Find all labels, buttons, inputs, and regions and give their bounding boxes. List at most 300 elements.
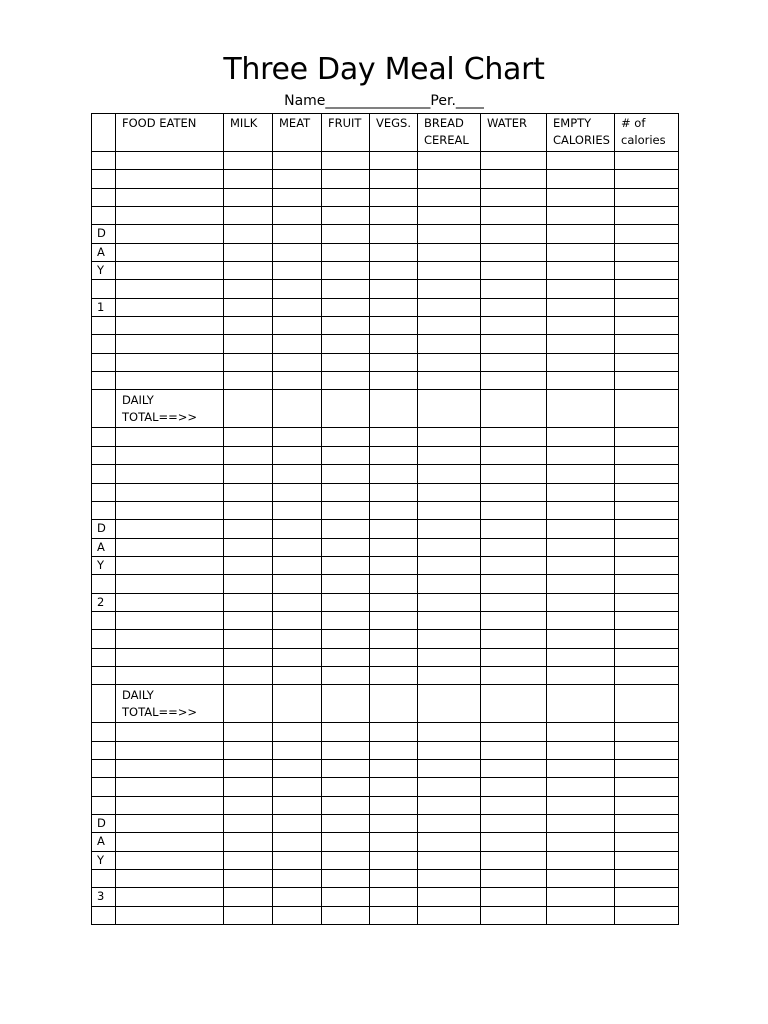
entry-cell[interactable] bbox=[273, 152, 322, 170]
entry-cell[interactable] bbox=[273, 538, 322, 556]
entry-cell[interactable] bbox=[418, 372, 481, 390]
entry-cell[interactable] bbox=[224, 906, 273, 924]
entry-cell[interactable] bbox=[547, 520, 615, 538]
entry-cell[interactable] bbox=[273, 207, 322, 225]
entry-cell[interactable] bbox=[273, 851, 322, 869]
entry-cell[interactable] bbox=[273, 280, 322, 298]
entry-cell[interactable] bbox=[481, 796, 547, 814]
entry-cell[interactable] bbox=[615, 778, 679, 796]
entry-cell[interactable] bbox=[370, 741, 418, 759]
entry-cell[interactable] bbox=[116, 170, 224, 188]
entry-cell[interactable] bbox=[273, 262, 322, 280]
entry-cell[interactable] bbox=[370, 556, 418, 574]
entry-cell[interactable] bbox=[116, 741, 224, 759]
entry-cell[interactable] bbox=[116, 353, 224, 371]
entry-cell[interactable] bbox=[224, 501, 273, 519]
entry-cell[interactable] bbox=[322, 298, 370, 316]
entry-cell[interactable] bbox=[224, 723, 273, 741]
entry-cell[interactable] bbox=[481, 372, 547, 390]
entry-cell[interactable] bbox=[547, 759, 615, 777]
entry-cell[interactable] bbox=[322, 428, 370, 446]
entry-cell[interactable] bbox=[615, 428, 679, 446]
entry-cell[interactable] bbox=[273, 170, 322, 188]
entry-cell[interactable] bbox=[116, 833, 224, 851]
entry-cell[interactable] bbox=[116, 262, 224, 280]
entry-cell[interactable] bbox=[370, 870, 418, 888]
entry-cell[interactable] bbox=[322, 465, 370, 483]
entry-cell[interactable] bbox=[418, 152, 481, 170]
entry-cell[interactable] bbox=[322, 723, 370, 741]
entry-cell[interactable] bbox=[322, 888, 370, 906]
entry-cell[interactable] bbox=[116, 298, 224, 316]
entry-cell[interactable] bbox=[547, 906, 615, 924]
entry-cell[interactable] bbox=[481, 851, 547, 869]
entry-cell[interactable] bbox=[418, 630, 481, 648]
entry-cell[interactable] bbox=[224, 372, 273, 390]
entry-cell[interactable] bbox=[481, 170, 547, 188]
entry-cell[interactable] bbox=[322, 501, 370, 519]
entry-cell[interactable] bbox=[116, 538, 224, 556]
entry-cell[interactable] bbox=[615, 906, 679, 924]
entry-cell[interactable] bbox=[547, 796, 615, 814]
entry-cell[interactable] bbox=[273, 593, 322, 611]
entry-cell[interactable] bbox=[481, 353, 547, 371]
entry-cell[interactable] bbox=[481, 833, 547, 851]
entry-cell[interactable] bbox=[481, 335, 547, 353]
entry-cell[interactable] bbox=[418, 538, 481, 556]
entry-cell[interactable] bbox=[547, 428, 615, 446]
entry-cell[interactable] bbox=[418, 207, 481, 225]
entry-cell[interactable] bbox=[615, 353, 679, 371]
entry-cell[interactable] bbox=[418, 611, 481, 629]
entry-cell[interactable] bbox=[370, 262, 418, 280]
entry-cell[interactable] bbox=[370, 298, 418, 316]
entry-cell[interactable] bbox=[547, 723, 615, 741]
entry-cell[interactable] bbox=[224, 759, 273, 777]
entry-cell[interactable] bbox=[116, 593, 224, 611]
entry-cell[interactable] bbox=[116, 723, 224, 741]
entry-cell[interactable] bbox=[322, 372, 370, 390]
entry-cell[interactable] bbox=[418, 723, 481, 741]
entry-cell[interactable] bbox=[615, 465, 679, 483]
entry-cell[interactable] bbox=[418, 225, 481, 243]
entry-cell[interactable] bbox=[547, 666, 615, 684]
entry-cell[interactable] bbox=[615, 759, 679, 777]
entry-cell[interactable] bbox=[224, 353, 273, 371]
entry-cell[interactable] bbox=[370, 906, 418, 924]
entry-cell[interactable] bbox=[322, 759, 370, 777]
entry-cell[interactable] bbox=[322, 778, 370, 796]
entry-cell[interactable] bbox=[322, 243, 370, 261]
entry-cell[interactable] bbox=[322, 152, 370, 170]
total-cell[interactable] bbox=[615, 390, 679, 428]
entry-cell[interactable] bbox=[273, 870, 322, 888]
entry-cell[interactable] bbox=[370, 723, 418, 741]
entry-cell[interactable] bbox=[116, 666, 224, 684]
entry-cell[interactable] bbox=[273, 353, 322, 371]
total-cell[interactable] bbox=[418, 390, 481, 428]
entry-cell[interactable] bbox=[273, 906, 322, 924]
entry-cell[interactable] bbox=[481, 648, 547, 666]
entry-cell[interactable] bbox=[273, 225, 322, 243]
entry-cell[interactable] bbox=[322, 741, 370, 759]
entry-cell[interactable] bbox=[116, 870, 224, 888]
total-cell[interactable] bbox=[370, 685, 418, 723]
entry-cell[interactable] bbox=[116, 428, 224, 446]
entry-cell[interactable] bbox=[547, 648, 615, 666]
entry-cell[interactable] bbox=[370, 575, 418, 593]
entry-cell[interactable] bbox=[615, 888, 679, 906]
entry-cell[interactable] bbox=[481, 723, 547, 741]
entry-cell[interactable] bbox=[615, 538, 679, 556]
entry-cell[interactable] bbox=[370, 317, 418, 335]
entry-cell[interactable] bbox=[418, 501, 481, 519]
entry-cell[interactable] bbox=[418, 262, 481, 280]
entry-cell[interactable] bbox=[481, 778, 547, 796]
entry-cell[interactable] bbox=[615, 630, 679, 648]
entry-cell[interactable] bbox=[370, 630, 418, 648]
entry-cell[interactable] bbox=[273, 446, 322, 464]
total-cell[interactable] bbox=[481, 390, 547, 428]
entry-cell[interactable] bbox=[547, 298, 615, 316]
entry-cell[interactable] bbox=[322, 833, 370, 851]
entry-cell[interactable] bbox=[224, 520, 273, 538]
entry-cell[interactable] bbox=[322, 520, 370, 538]
entry-cell[interactable] bbox=[370, 778, 418, 796]
entry-cell[interactable] bbox=[481, 501, 547, 519]
entry-cell[interactable] bbox=[116, 188, 224, 206]
entry-cell[interactable] bbox=[273, 465, 322, 483]
entry-cell[interactable] bbox=[547, 888, 615, 906]
entry-cell[interactable] bbox=[224, 575, 273, 593]
entry-cell[interactable] bbox=[481, 188, 547, 206]
entry-cell[interactable] bbox=[370, 225, 418, 243]
entry-cell[interactable] bbox=[418, 575, 481, 593]
entry-cell[interactable] bbox=[224, 465, 273, 483]
entry-cell[interactable] bbox=[224, 648, 273, 666]
entry-cell[interactable] bbox=[224, 593, 273, 611]
entry-cell[interactable] bbox=[116, 796, 224, 814]
entry-cell[interactable] bbox=[273, 372, 322, 390]
entry-cell[interactable] bbox=[547, 335, 615, 353]
entry-cell[interactable] bbox=[418, 833, 481, 851]
total-cell[interactable] bbox=[615, 685, 679, 723]
entry-cell[interactable] bbox=[481, 611, 547, 629]
entry-cell[interactable] bbox=[116, 906, 224, 924]
entry-cell[interactable] bbox=[273, 188, 322, 206]
entry-cell[interactable] bbox=[370, 833, 418, 851]
entry-cell[interactable] bbox=[322, 262, 370, 280]
entry-cell[interactable] bbox=[116, 372, 224, 390]
entry-cell[interactable] bbox=[481, 575, 547, 593]
entry-cell[interactable] bbox=[547, 741, 615, 759]
entry-cell[interactable] bbox=[481, 666, 547, 684]
entry-cell[interactable] bbox=[615, 170, 679, 188]
entry-cell[interactable] bbox=[481, 207, 547, 225]
entry-cell[interactable] bbox=[481, 152, 547, 170]
entry-cell[interactable] bbox=[224, 207, 273, 225]
entry-cell[interactable] bbox=[547, 815, 615, 833]
entry-cell[interactable] bbox=[224, 556, 273, 574]
entry-cell[interactable] bbox=[322, 666, 370, 684]
entry-cell[interactable] bbox=[615, 280, 679, 298]
entry-cell[interactable] bbox=[547, 833, 615, 851]
entry-cell[interactable] bbox=[547, 593, 615, 611]
entry-cell[interactable] bbox=[116, 243, 224, 261]
entry-cell[interactable] bbox=[418, 317, 481, 335]
entry-cell[interactable] bbox=[481, 243, 547, 261]
entry-cell[interactable] bbox=[481, 538, 547, 556]
entry-cell[interactable] bbox=[224, 870, 273, 888]
entry-cell[interactable] bbox=[116, 815, 224, 833]
entry-cell[interactable] bbox=[224, 833, 273, 851]
entry-cell[interactable] bbox=[418, 796, 481, 814]
entry-cell[interactable] bbox=[224, 483, 273, 501]
entry-cell[interactable] bbox=[615, 575, 679, 593]
entry-cell[interactable] bbox=[224, 538, 273, 556]
entry-cell[interactable] bbox=[116, 446, 224, 464]
entry-cell[interactable] bbox=[116, 501, 224, 519]
entry-cell[interactable] bbox=[116, 851, 224, 869]
entry-cell[interactable] bbox=[322, 556, 370, 574]
entry-cell[interactable] bbox=[481, 815, 547, 833]
entry-cell[interactable] bbox=[224, 630, 273, 648]
entry-cell[interactable] bbox=[116, 317, 224, 335]
entry-cell[interactable] bbox=[116, 778, 224, 796]
entry-cell[interactable] bbox=[370, 538, 418, 556]
entry-cell[interactable] bbox=[116, 630, 224, 648]
entry-cell[interactable] bbox=[547, 446, 615, 464]
total-cell[interactable] bbox=[418, 685, 481, 723]
entry-cell[interactable] bbox=[224, 225, 273, 243]
entry-cell[interactable] bbox=[224, 152, 273, 170]
entry-cell[interactable] bbox=[322, 593, 370, 611]
entry-cell[interactable] bbox=[116, 483, 224, 501]
entry-cell[interactable] bbox=[418, 870, 481, 888]
entry-cell[interactable] bbox=[370, 666, 418, 684]
entry-cell[interactable] bbox=[418, 243, 481, 261]
entry-cell[interactable] bbox=[615, 833, 679, 851]
entry-cell[interactable] bbox=[370, 888, 418, 906]
entry-cell[interactable] bbox=[615, 815, 679, 833]
entry-cell[interactable] bbox=[418, 298, 481, 316]
entry-cell[interactable] bbox=[370, 446, 418, 464]
entry-cell[interactable] bbox=[370, 372, 418, 390]
entry-cell[interactable] bbox=[481, 446, 547, 464]
entry-cell[interactable] bbox=[224, 317, 273, 335]
entry-cell[interactable] bbox=[273, 815, 322, 833]
entry-cell[interactable] bbox=[370, 428, 418, 446]
entry-cell[interactable] bbox=[224, 262, 273, 280]
entry-cell[interactable] bbox=[322, 796, 370, 814]
entry-cell[interactable] bbox=[418, 353, 481, 371]
entry-cell[interactable] bbox=[224, 243, 273, 261]
entry-cell[interactable] bbox=[418, 483, 481, 501]
entry-cell[interactable] bbox=[547, 778, 615, 796]
entry-cell[interactable] bbox=[418, 759, 481, 777]
entry-cell[interactable] bbox=[224, 298, 273, 316]
entry-cell[interactable] bbox=[322, 335, 370, 353]
entry-cell[interactable] bbox=[322, 483, 370, 501]
entry-cell[interactable] bbox=[224, 796, 273, 814]
entry-cell[interactable] bbox=[370, 520, 418, 538]
entry-cell[interactable] bbox=[273, 796, 322, 814]
entry-cell[interactable] bbox=[273, 666, 322, 684]
entry-cell[interactable] bbox=[116, 611, 224, 629]
entry-cell[interactable] bbox=[615, 483, 679, 501]
entry-cell[interactable] bbox=[547, 501, 615, 519]
entry-cell[interactable] bbox=[547, 170, 615, 188]
entry-cell[interactable] bbox=[615, 446, 679, 464]
entry-cell[interactable] bbox=[370, 483, 418, 501]
entry-cell[interactable] bbox=[418, 465, 481, 483]
entry-cell[interactable] bbox=[370, 280, 418, 298]
entry-cell[interactable] bbox=[547, 353, 615, 371]
entry-cell[interactable] bbox=[370, 851, 418, 869]
entry-cell[interactable] bbox=[615, 870, 679, 888]
entry-cell[interactable] bbox=[615, 298, 679, 316]
entry-cell[interactable] bbox=[370, 501, 418, 519]
entry-cell[interactable] bbox=[224, 815, 273, 833]
entry-cell[interactable] bbox=[418, 741, 481, 759]
entry-cell[interactable] bbox=[481, 888, 547, 906]
entry-cell[interactable] bbox=[481, 280, 547, 298]
total-cell[interactable] bbox=[370, 390, 418, 428]
entry-cell[interactable] bbox=[224, 778, 273, 796]
entry-cell[interactable] bbox=[322, 870, 370, 888]
entry-cell[interactable] bbox=[615, 741, 679, 759]
entry-cell[interactable] bbox=[615, 556, 679, 574]
entry-cell[interactable] bbox=[481, 906, 547, 924]
entry-cell[interactable] bbox=[273, 611, 322, 629]
entry-cell[interactable] bbox=[547, 225, 615, 243]
entry-cell[interactable] bbox=[370, 759, 418, 777]
entry-cell[interactable] bbox=[370, 188, 418, 206]
entry-cell[interactable] bbox=[481, 741, 547, 759]
total-cell[interactable] bbox=[481, 685, 547, 723]
entry-cell[interactable] bbox=[547, 556, 615, 574]
entry-cell[interactable] bbox=[418, 188, 481, 206]
entry-cell[interactable] bbox=[481, 483, 547, 501]
total-cell[interactable] bbox=[322, 685, 370, 723]
entry-cell[interactable] bbox=[273, 888, 322, 906]
entry-cell[interactable] bbox=[615, 225, 679, 243]
entry-cell[interactable] bbox=[273, 428, 322, 446]
entry-cell[interactable] bbox=[273, 575, 322, 593]
entry-cell[interactable] bbox=[370, 611, 418, 629]
entry-cell[interactable] bbox=[224, 446, 273, 464]
entry-cell[interactable] bbox=[322, 851, 370, 869]
entry-cell[interactable] bbox=[370, 170, 418, 188]
entry-cell[interactable] bbox=[615, 666, 679, 684]
entry-cell[interactable] bbox=[418, 593, 481, 611]
entry-cell[interactable] bbox=[322, 225, 370, 243]
entry-cell[interactable] bbox=[273, 483, 322, 501]
entry-cell[interactable] bbox=[322, 648, 370, 666]
entry-cell[interactable] bbox=[615, 317, 679, 335]
entry-cell[interactable] bbox=[273, 741, 322, 759]
entry-cell[interactable] bbox=[116, 152, 224, 170]
entry-cell[interactable] bbox=[322, 170, 370, 188]
entry-cell[interactable] bbox=[116, 759, 224, 777]
entry-cell[interactable] bbox=[615, 723, 679, 741]
entry-cell[interactable] bbox=[481, 298, 547, 316]
entry-cell[interactable] bbox=[116, 207, 224, 225]
entry-cell[interactable] bbox=[418, 851, 481, 869]
entry-cell[interactable] bbox=[273, 648, 322, 666]
entry-cell[interactable] bbox=[615, 796, 679, 814]
entry-cell[interactable] bbox=[547, 870, 615, 888]
total-cell[interactable] bbox=[224, 685, 273, 723]
entry-cell[interactable] bbox=[547, 317, 615, 335]
entry-cell[interactable] bbox=[547, 611, 615, 629]
entry-cell[interactable] bbox=[370, 335, 418, 353]
entry-cell[interactable] bbox=[418, 648, 481, 666]
entry-cell[interactable] bbox=[322, 575, 370, 593]
entry-cell[interactable] bbox=[481, 465, 547, 483]
entry-cell[interactable] bbox=[547, 188, 615, 206]
entry-cell[interactable] bbox=[547, 851, 615, 869]
entry-cell[interactable] bbox=[370, 815, 418, 833]
entry-cell[interactable] bbox=[547, 465, 615, 483]
entry-cell[interactable] bbox=[273, 759, 322, 777]
entry-cell[interactable] bbox=[547, 243, 615, 261]
entry-cell[interactable] bbox=[418, 520, 481, 538]
entry-cell[interactable] bbox=[481, 759, 547, 777]
entry-cell[interactable] bbox=[273, 833, 322, 851]
entry-cell[interactable] bbox=[615, 188, 679, 206]
entry-cell[interactable] bbox=[322, 630, 370, 648]
entry-cell[interactable] bbox=[418, 556, 481, 574]
entry-cell[interactable] bbox=[481, 262, 547, 280]
entry-cell[interactable] bbox=[615, 262, 679, 280]
entry-cell[interactable] bbox=[418, 170, 481, 188]
entry-cell[interactable] bbox=[322, 280, 370, 298]
entry-cell[interactable] bbox=[615, 611, 679, 629]
entry-cell[interactable] bbox=[481, 870, 547, 888]
entry-cell[interactable] bbox=[615, 593, 679, 611]
entry-cell[interactable] bbox=[370, 243, 418, 261]
total-cell[interactable] bbox=[547, 390, 615, 428]
entry-cell[interactable] bbox=[547, 538, 615, 556]
entry-cell[interactable] bbox=[322, 317, 370, 335]
entry-cell[interactable] bbox=[615, 372, 679, 390]
entry-cell[interactable] bbox=[481, 428, 547, 446]
entry-cell[interactable] bbox=[370, 207, 418, 225]
entry-cell[interactable] bbox=[418, 335, 481, 353]
entry-cell[interactable] bbox=[116, 520, 224, 538]
entry-cell[interactable] bbox=[322, 353, 370, 371]
entry-cell[interactable] bbox=[418, 815, 481, 833]
entry-cell[interactable] bbox=[370, 648, 418, 666]
entry-cell[interactable] bbox=[116, 648, 224, 666]
entry-cell[interactable] bbox=[481, 225, 547, 243]
entry-cell[interactable] bbox=[224, 428, 273, 446]
entry-cell[interactable] bbox=[547, 207, 615, 225]
entry-cell[interactable] bbox=[322, 207, 370, 225]
total-cell[interactable] bbox=[547, 685, 615, 723]
entry-cell[interactable] bbox=[322, 906, 370, 924]
entry-cell[interactable] bbox=[273, 556, 322, 574]
entry-cell[interactable] bbox=[273, 298, 322, 316]
entry-cell[interactable] bbox=[224, 335, 273, 353]
entry-cell[interactable] bbox=[615, 501, 679, 519]
entry-cell[interactable] bbox=[370, 353, 418, 371]
entry-cell[interactable] bbox=[273, 630, 322, 648]
entry-cell[interactable] bbox=[116, 465, 224, 483]
entry-cell[interactable] bbox=[224, 666, 273, 684]
entry-cell[interactable] bbox=[273, 243, 322, 261]
